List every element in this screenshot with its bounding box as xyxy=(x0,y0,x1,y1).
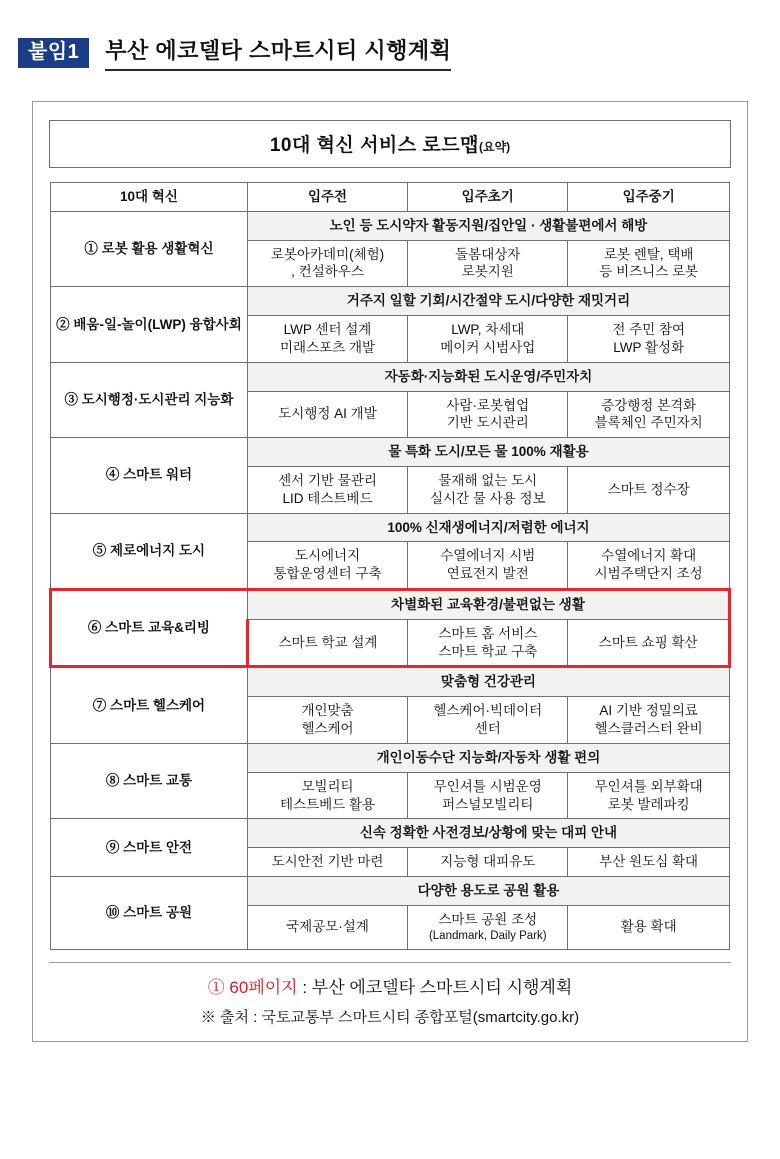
row-cell xyxy=(408,316,568,363)
row-category: ② 배움-일-놀이(LWP) 융합사회 xyxy=(51,287,248,362)
cell-line: 돌봄대상자 xyxy=(455,246,521,262)
cell-line: 무인셔틀 시범운영 xyxy=(433,778,542,794)
row-cell xyxy=(408,697,568,744)
row-category: ⑩ 스마트 공원 xyxy=(51,876,248,949)
roadmap-title-suffix: (요약) xyxy=(478,140,511,154)
row-category: ⑥ 스마트 교육&리빙 xyxy=(51,590,248,667)
cell-line: 블록체인 주민자치 xyxy=(594,415,703,431)
row-banner: 신속 정확한 사전경보/상황에 맞는 대피 안내 xyxy=(247,819,729,848)
cell-line: 수열에너지 시범 xyxy=(440,548,536,564)
roadmap-title-box xyxy=(49,120,731,168)
cell-line: 수열에너지 확대 xyxy=(601,548,697,564)
row-cell xyxy=(568,697,730,744)
row-cell xyxy=(247,848,407,877)
row-category: ③ 도시행정·도시관리 지능화 xyxy=(51,362,248,437)
cell-line: 스마트 학교 설계 xyxy=(278,634,378,650)
table-row xyxy=(51,513,730,542)
cell-line: 센서 기반 물관리 xyxy=(278,472,377,488)
cell-line: 연료전지 발전 xyxy=(446,566,529,582)
row-cell xyxy=(247,619,407,667)
cell-line: 메이커 시범사업 xyxy=(440,339,536,355)
cell-line: 스마트 정수장 xyxy=(607,481,690,497)
column-header-phase2: 입주초기 xyxy=(408,183,568,212)
column-header-phase3: 입주중기 xyxy=(568,183,730,212)
row-cell xyxy=(247,905,407,949)
row-banner: 거주지 일할 기회/시간절약 도시/다양한 재밋거리 xyxy=(247,287,729,316)
row-cell xyxy=(408,905,568,949)
cell-line: , 컨설하우스 xyxy=(291,264,364,280)
table-row xyxy=(51,438,730,467)
row-cell xyxy=(568,240,730,287)
footer-source: ※ 출처 : 국토교통부 스마트시티 종합포털(smartcity.go.kr) xyxy=(200,1008,580,1026)
roadmap-table xyxy=(49,182,731,950)
cell-line: 미래스포츠 개발 xyxy=(280,339,376,355)
column-header-category: 10대 혁신 xyxy=(51,183,248,212)
row-cell xyxy=(408,848,568,877)
row-cell xyxy=(408,619,568,667)
page-title: 부산 에코델타 스마트시티 시행계획 xyxy=(105,34,451,71)
table-row xyxy=(51,211,730,240)
cell-line: 로봇아카데미(체험) xyxy=(270,246,385,262)
table-row-highlighted xyxy=(51,590,730,620)
cell-line: 증강행정 본격화 xyxy=(601,397,697,413)
cell-line: LWP 센터 설계 xyxy=(283,322,372,338)
row-cell xyxy=(408,240,568,287)
row-banner: 노인 등 도시약자 활동지원/집안일 · 생활불편에서 해방 xyxy=(247,211,729,240)
row-category: ⑤ 제로에너지 도시 xyxy=(51,513,248,589)
cell-line: (Landmark, Daily Park) xyxy=(428,929,547,942)
row-cell xyxy=(247,542,407,590)
roadmap-frame xyxy=(32,101,748,1042)
row-cell xyxy=(408,772,568,819)
cell-line: 지능형 대피유도 xyxy=(440,854,536,870)
cell-line: 도시행정 AI 개발 xyxy=(278,406,377,422)
table-row xyxy=(51,667,730,697)
cell-line: 로봇 렌탈, 택배 xyxy=(603,246,694,262)
cell-line: 모빌리티 xyxy=(301,778,354,794)
row-cell xyxy=(568,466,730,513)
row-cell xyxy=(247,697,407,744)
cell-line: LID 테스트베드 xyxy=(282,490,373,506)
row-banner: 물 특화 도시/모든 물 100% 재활용 xyxy=(247,438,729,467)
cell-line: 도시안전 기반 마련 xyxy=(271,854,384,870)
row-cell xyxy=(408,542,568,590)
table-header-row xyxy=(51,183,730,212)
row-cell xyxy=(568,391,730,438)
cell-line: 센터 xyxy=(474,721,501,737)
row-banner: 자동화·지능화된 도시운영/주민자치 xyxy=(247,362,729,391)
table-row xyxy=(51,819,730,848)
row-cell xyxy=(247,240,407,287)
cell-line: 시범주택단지 조성 xyxy=(594,566,703,582)
row-cell xyxy=(408,391,568,438)
cell-line: 기반 도시관리 xyxy=(446,415,529,431)
row-cell xyxy=(568,772,730,819)
footer-reference-text: : 부산 에코델타 스마트시티 시행계획 xyxy=(297,977,573,997)
row-cell xyxy=(568,619,730,667)
cell-line: 스마트 공원 조성 xyxy=(438,911,538,927)
row-cell xyxy=(408,466,568,513)
cell-line: 스마트 홈 서비스 xyxy=(438,625,538,641)
row-cell xyxy=(568,848,730,877)
cell-line: 헬스케어 xyxy=(301,721,354,737)
cell-line: 물재해 없는 도시 xyxy=(438,472,538,488)
cell-line: LWP, 차세대 xyxy=(451,322,525,338)
cell-line: 실시간 물 사용 정보 xyxy=(429,490,546,506)
table-row xyxy=(51,876,730,905)
cell-line: 부산 원도심 확대 xyxy=(599,854,699,870)
row-cell xyxy=(247,772,407,819)
cell-line: 사람·로봇협업 xyxy=(446,397,530,413)
row-cell xyxy=(247,466,407,513)
cell-line: 활용 확대 xyxy=(620,919,677,935)
row-cell xyxy=(247,391,407,438)
table-row xyxy=(51,743,730,772)
cell-line: 테스트베드 활용 xyxy=(280,796,376,812)
footer-reference xyxy=(49,973,731,998)
row-category: ⑦ 스마트 헬스케어 xyxy=(51,667,248,743)
row-category: ④ 스마트 워터 xyxy=(51,438,248,513)
cell-line: 헬스케어·빅데이터 xyxy=(433,703,543,719)
cell-line: AI 기반 정밀의료 xyxy=(599,703,698,719)
table-row xyxy=(51,287,730,316)
row-banner: 맞춤형 건강관리 xyxy=(247,667,729,697)
row-banner: 다양한 용도로 공원 활용 xyxy=(247,876,729,905)
cell-line: 헬스클러스터 완비 xyxy=(594,721,703,737)
row-cell xyxy=(247,316,407,363)
cell-line: LWP 활성화 xyxy=(613,339,685,355)
cell-line: 로봇지원 xyxy=(461,264,514,280)
cell-line: 퍼스널모빌리티 xyxy=(442,796,534,812)
cell-line: 전 주민 참여 xyxy=(612,322,686,338)
cell-line: 스마트 학교 구축 xyxy=(438,643,538,659)
cell-line: 등 비즈니스 로봇 xyxy=(599,264,699,280)
document-header xyxy=(0,0,780,71)
footer-page-ref: ① 60페이지 xyxy=(207,977,298,997)
row-banner: 차별화된 교육환경/불편없는 생활 xyxy=(247,590,729,620)
table-row xyxy=(51,362,730,391)
cell-line: 로봇 발레파킹 xyxy=(607,796,690,812)
document-footer xyxy=(49,962,731,1027)
cell-line: 국제공모·설계 xyxy=(286,919,369,935)
row-cell xyxy=(568,542,730,590)
attachment-badge: 붙임1 xyxy=(18,38,89,68)
cell-line: 스마트 쇼핑 확산 xyxy=(598,634,698,650)
row-category: ① 로봇 활용 생활혁신 xyxy=(51,211,248,286)
row-banner: 100% 신재생에너지/저렴한 에너지 xyxy=(247,513,729,542)
cell-line: 개인맞춤 xyxy=(301,703,354,719)
row-category: ⑧ 스마트 교통 xyxy=(51,743,248,818)
row-cell xyxy=(568,905,730,949)
row-category: ⑨ 스마트 안전 xyxy=(51,819,248,877)
roadmap-title: 10대 혁신 서비스 로드맵 xyxy=(269,135,479,156)
cell-line: 통합운영센터 구축 xyxy=(273,566,382,582)
cell-line: 도시에너지 xyxy=(294,548,361,564)
cell-line: 무인셔틀 외부확대 xyxy=(594,778,703,794)
row-cell xyxy=(568,316,730,363)
column-header-phase1: 입주전 xyxy=(247,183,407,212)
row-banner: 개인이동수단 지능화/자동차 생활 편의 xyxy=(247,743,729,772)
